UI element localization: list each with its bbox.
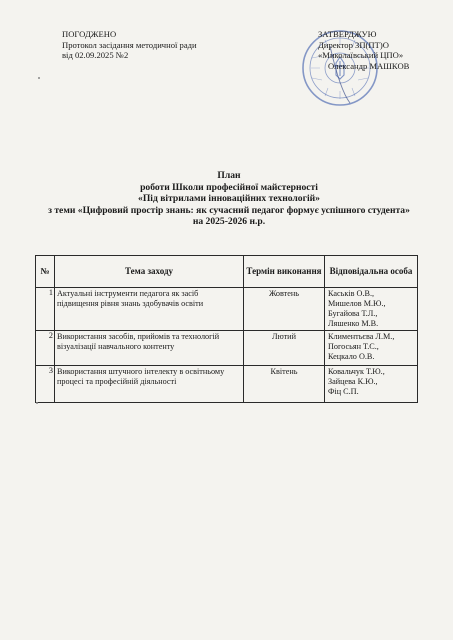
- table-header-row: [36, 256, 418, 288]
- paper-speck: [36, 402, 38, 404]
- title-school: роботи Школи професійної майстерності: [140, 181, 318, 193]
- approval-right-position: Директор ЗП(ПТ)О: [318, 39, 389, 50]
- responsible-person: Ковальчук Т.Ю.,: [328, 367, 385, 376]
- row-term: Жовтень: [244, 288, 325, 331]
- header-topic: Тема заходу: [55, 256, 244, 288]
- approval-left-protocol: Протокол засідання методичної ради: [62, 39, 197, 50]
- row-topic: Використання штучного інтелекту в освітньому процесі та професійній діяльності: [55, 366, 244, 403]
- table-row: [36, 366, 418, 403]
- header-responsible: Відповідальна особа: [325, 256, 418, 288]
- row-topic: Актуальні інструменти педагога як засіб підвищення рівня знань здобувачів освіти: [55, 288, 244, 331]
- header-number: №: [36, 256, 55, 288]
- row-number: 2: [36, 331, 55, 366]
- plan-table: [35, 255, 418, 403]
- row-responsible: [325, 331, 418, 366]
- responsible-person: Бугайова Т.Л.,: [328, 309, 378, 318]
- row-number: 1: [36, 288, 55, 331]
- approval-right-heading: ЗАТВЕРДЖУЮ: [318, 29, 377, 39]
- row-responsible: [325, 366, 418, 403]
- approval-left-date: від 02.09.2025 №2: [62, 50, 129, 60]
- header-term: Термін виконання: [244, 256, 325, 288]
- responsible-person: Фіц С.П.: [328, 387, 359, 396]
- responsible-person: Кецкало О.В.: [328, 352, 375, 361]
- table-row: [36, 288, 418, 331]
- responsible-person: Мишелов М.Ю.,: [328, 299, 386, 308]
- title-slogan: «Під вітрилами інноваційних технологій»: [138, 193, 320, 205]
- title-plan: План: [217, 170, 241, 181]
- document-title: [40, 170, 418, 228]
- row-responsible: [325, 288, 418, 331]
- title-topic: з теми «Цифровий простір знань: як сучасний педагог формує успішного студента»: [48, 204, 410, 216]
- approval-right-signatory: Олександр МАШКОВ: [328, 60, 410, 71]
- row-number: 3: [36, 366, 55, 403]
- responsible-person: Ляшенко М.В.: [328, 319, 379, 328]
- row-topic: Використання засобів, прийомів та технологій візуалізації навчального контенту: [55, 331, 244, 366]
- approval-left-heading: ПОГОДЖЕНО: [62, 29, 117, 39]
- approval-block-left: [62, 29, 197, 61]
- approval-right-institution: «Миколаївський ЦПО»: [318, 50, 404, 60]
- row-term: Лютий: [244, 331, 325, 366]
- table-row: [36, 331, 418, 366]
- responsible-person: Климентьєва Л.М.,: [328, 332, 395, 341]
- responsible-person: Зайцева К.Ю.,: [328, 377, 378, 386]
- responsible-person: Погосьян Т.С.,: [328, 342, 379, 351]
- row-term: Квітень: [244, 366, 325, 403]
- approval-block-right: [318, 29, 409, 71]
- title-year: на 2025-2026 н.р.: [192, 216, 266, 228]
- responsible-person: Каськів О.В.,: [328, 289, 375, 298]
- paper-speck: [38, 77, 40, 79]
